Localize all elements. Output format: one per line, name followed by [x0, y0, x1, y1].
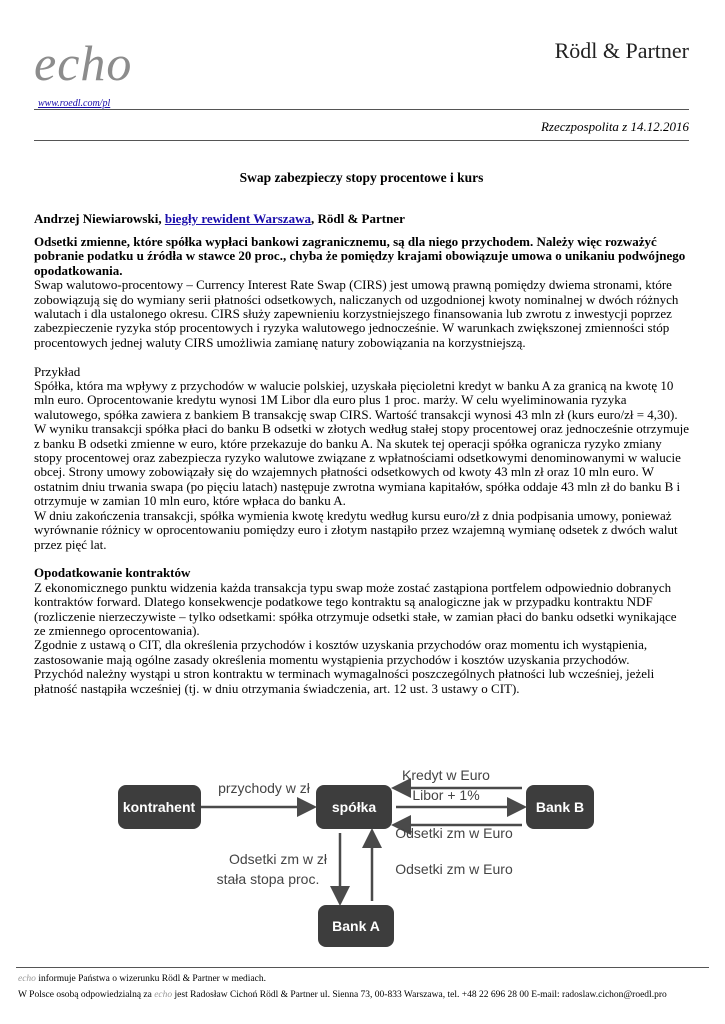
echo-logo: echo — [34, 35, 133, 91]
author-name: Andrzej Niewiarowski, — [34, 211, 165, 226]
bank-a-label: Bank A — [332, 918, 380, 934]
footer-echo-word: echo — [18, 974, 36, 984]
kredyt-label: Kredyt w Euro — [402, 767, 490, 783]
libor-label: Libor + 1% — [412, 787, 480, 803]
paragraph: Zgodnie z ustawą o CIT, dla określenia przychodów i kosztów uzyskania przychodów oraz momentu ich wystąpienia, zastosowanie mają ogólne zasady określenia momentu wystąpienia przychodów i kosztów uzyskania przychodów. — [34, 637, 648, 667]
odsetki-pln-label: Odsetki zm w zł — [228, 851, 328, 867]
footer-text-2b: jest Radosław Cichoń Rödl & Partner ul. Sienna 73, 00-833 Warszawa, tel. +48 22 696 28 00 E-mail: radoslaw.cichon@roedl.pro — [172, 990, 667, 1000]
paragraph: Swap walutowo-procentowy – Currency Interest Rate Swap (CIRS) jest umową prawną pomiędzy dwiema stronami, które zobowiązują się do wymiany serii płatności odsetkowych, naliczanych od uzgodnionej kwoty nominalnej w dwóch różnych walutach i dla ustalonego okresu. CIRS służy zapewnieniu korzystniejszego finansowania lub zwrotu z inwestycji poprzez zabezpieczenie ryzyka stóp procentowych i ryzyka walutowego jednocześnie. W warunkach zwiększonej zmienności stóp procentowych jednej waluty CIRS umożliwia zamianę natury zobowiązania na korzystniejszą. — [34, 277, 679, 350]
spolka-label: spółka — [331, 799, 377, 815]
odsetki-eur-1-label: Odsetki zm w Euro — [395, 825, 513, 841]
author-company: , Rödl & Partner — [310, 211, 405, 226]
footer-divider — [16, 967, 709, 968]
site-link[interactable]: www.roedl.com/pl — [38, 98, 111, 109]
footer-echo-word-2: echo — [154, 990, 173, 1000]
article-headline: Swap zabezpieczy stopy procentowe i kurs — [239, 170, 484, 185]
header-divider — [34, 109, 689, 110]
paragraph: W dniu zakończenia transakcji, spółka wymienia kwotę kredytu według kursu euro/zł z dnia podpisania umowy, ponieważ wyrównanie różnicy w oprocentowaniu pomiędzy euro i złotym nastąpiło przez wzajemną wymianę odsetek z dwóch walut przez pięć lat. — [34, 507, 678, 552]
paragraph: Z ekonomicznego punktu widzenia każda transakcja typu swap może zostać zastąpiona portfelem odpowiednio dobranych kontraktów forward. Dlatego konsekwencje podatkowe tego kontraktu są analogiczne jak w przypadku kontraktu NDF (rozliczenie nierzeczywiste – tylko odsetkami: spółka otrzymuje odsetki stałe, w zamian płaci do banku odsetki wynikające ze zmiennego oprocentowania). — [34, 579, 677, 638]
przychody-label: przychody w zł — [218, 780, 310, 796]
swap-flow-diagram — [34, 748, 594, 948]
footer-text-2a: W Polsce osobą odpowiedzialną za — [18, 990, 155, 1000]
footer — [18, 971, 667, 1003]
brand-name: Rödl & Partner — [554, 38, 689, 63]
footer-text-1: informuje Państwa o wizerunku Rödl & Partner w mediach. — [35, 974, 266, 984]
odsetki-eur-2-label: Odsetki zm w Euro — [395, 861, 513, 877]
source-divider — [34, 140, 689, 141]
publication-source: Rzeczpospolita z 14.12.2016 — [540, 119, 689, 134]
kontrahent-label: kontrahent — [122, 799, 196, 815]
tax-heading: Opodatkowanie kontraktów — [34, 565, 191, 581]
paragraph: Spółka, która ma wpływy z przychodów w walucie polskiej, uzyskała pięcioletni kredyt w banku A za granicą na kwotę 10 mln euro. Oprocentowanie kredytu wynosi 1M Libor dla euro plus 1 proc. marży. W celu wyeliminowania ryzyka walutowego, spółka zawiera z bankiem B transakcję swap CIRS. Wartość transakcji wynosi 43 mln zł (kurs euro/zł = 4,30). W wyniku transakcji spółka płaci do banku B odsetki w złotych według stałej stopy procentowej oraz jednocześnie otrzymuje z banku B odsetki zmienne w euro, które przekazuje do banku A. Na skutek tej operacji spółka ogranicza ryzyko zmiany stopy procentowej oraz zabezpiecza ryzyko walutowe związane z wpłatnościami odsetkowymi denominowanymi w walucie obcej. Strony umowy zobowiązały się do wzajemnych płatności odsetkowych od kwoty 43 mln zł oraz 10 mln euro. W ostatnim dniu trwania swapa (po pięciu latach) następuje zwrotna wymiana kapitałów, spółka oddaje 43 mln zł do banku B i otrzymuje w zamian 10 mln euro, które wpłaca do banku A. — [34, 378, 690, 509]
bank-b-label: Bank B — [535, 799, 585, 815]
author-line — [34, 211, 405, 227]
footer-line-2 — [18, 987, 667, 1003]
article-lead: Odsetki zmienne, które spółka wypłaci bankowi zagranicznemu, są dla niego przychodem. Należy więc rozważyć pobranie podatku u źródła w stawce 20 proc., chyba że pomiędzy krajami obowiązuje umowa o unikaniu podwójnego opodatkowania. — [34, 234, 686, 278]
paragraph: Przychód należny wystąpi u stron kontraktu w terminach wymagalności poszczególnych płatności lub wcześniej, jeżeli płatność nastąpiła wcześniej (tj. w dniu otrzymania świadczenia, art. 12 ust. 3 ustawy o CIT). — [34, 666, 655, 696]
footer-line-1 — [18, 971, 667, 987]
example-heading: Przykład — [34, 363, 81, 379]
author-role-link[interactable]: biegły rewident Warszawa — [164, 211, 311, 226]
article-body — [34, 235, 691, 696]
stala-stopa-label: stała stopa proc. — [216, 871, 320, 887]
